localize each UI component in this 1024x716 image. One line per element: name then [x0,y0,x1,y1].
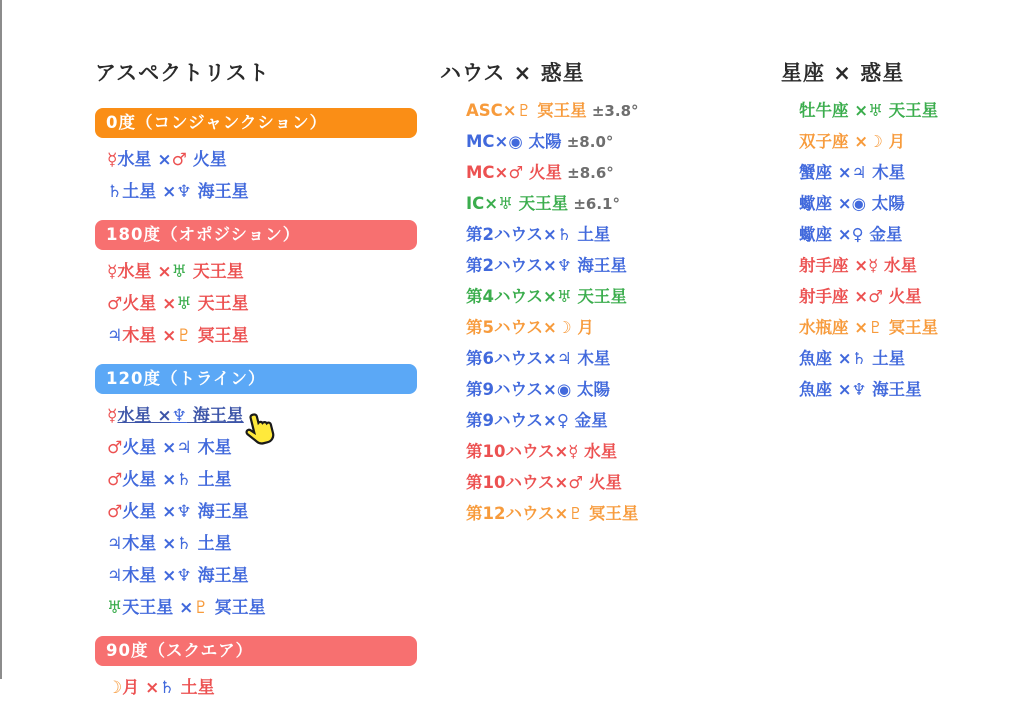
row-text: 木星 [191,438,232,458]
row-text: 魚座 [799,380,832,399]
uranus-icon: ♅ [171,262,187,282]
row-text: 月 [122,678,140,698]
row-text: 太陽 [571,380,610,399]
row-text: 月 [882,132,906,151]
mars-icon: ♂ [568,473,584,492]
row-text: 第10ハウス [466,473,555,492]
pluto-icon: ♇ [176,326,192,346]
row-text: 土星 [191,470,232,490]
house-planet-row[interactable] [440,188,740,219]
row-text: 水星 [578,442,618,461]
row-text: × [156,534,177,554]
house-planet-row[interactable] [440,126,740,157]
row-text: × [543,349,557,368]
orb-value: ±8.0° [561,133,614,151]
row-text: × [156,502,177,522]
jupiter-icon: ♃ [851,163,867,182]
sign-planet-title: 星座 × 惑星 [781,61,905,85]
mars-icon: ♂ [107,470,123,490]
row-text: × [543,380,557,399]
row-text: × [554,504,569,523]
orb-value: ±6.1° [568,195,620,213]
row-text: 冥王星 [583,504,639,523]
row-text: 天王星 [571,287,627,306]
sign-planet-row[interactable] [781,157,1021,188]
row-text: × [554,473,569,492]
row-text: 海王星 [186,406,244,426]
row-text: 蠍座 [799,225,832,244]
aspect-section [95,220,417,352]
row-text: × [502,101,517,120]
aspect-section [95,364,417,624]
row-text: × [832,225,852,244]
saturn-icon: ♄ [556,225,572,244]
row-text: 海王星 [191,566,249,586]
row-text: × [832,163,852,182]
row-text: × [848,256,869,275]
moon-icon: ☽ [556,318,572,337]
row-text: 魚座 [799,349,832,368]
aspect-list-column [95,57,417,716]
aspect-row[interactable] [95,320,417,352]
orb-value: ±3.8° [586,102,639,120]
row-text: 太陽 [865,194,905,213]
neptune-icon: ♆ [176,566,192,586]
mars-icon: ♂ [107,294,123,314]
row-text: 火星 [122,438,157,458]
house-planet-row[interactable] [440,343,740,374]
row-text: × [832,380,852,399]
house-planet-row[interactable] [440,467,740,498]
row-text: × [494,132,509,151]
aspect-section [95,636,417,704]
sign-planet-row[interactable] [781,219,1021,250]
row-text: × [543,411,557,430]
house-planet-title: ハウス × 惑星 [440,61,585,85]
row-text: 牡牛座 [799,101,849,120]
aspect-row[interactable] [95,528,417,560]
row-text: 木星 [122,326,157,346]
window-left-edge [0,0,2,679]
sign-planet-column [781,57,1021,405]
row-text: 第2ハウス [466,225,543,244]
row-text: × [543,225,557,244]
row-text: 双子座 [799,132,849,151]
jupiter-icon: ♃ [556,349,572,368]
row-text: 海王星 [866,380,922,399]
house-planet-rows [440,95,740,529]
sign-planet-rows [781,95,1021,405]
row-text: 第9ハウス [466,380,543,399]
jupiter-icon: ♃ [107,534,123,554]
row-text: 太陽 [522,132,562,151]
pluto-icon: ♇ [868,318,883,337]
row-text: 土星 [122,182,157,202]
row-text: 火星 [122,502,157,522]
aspect-section [95,108,417,208]
row-text: 火星 [523,163,562,182]
row-text: 冥王星 [531,101,587,120]
aspect-row[interactable] [95,256,417,288]
saturn-icon: ♄ [851,349,867,368]
row-text: × [484,194,499,213]
mars-icon: ♂ [107,502,123,522]
row-text: × [151,150,172,170]
row-text: 火星 [882,287,922,306]
row-text: 木星 [122,566,157,586]
venus-icon: ♀ [556,411,569,430]
aspect-section-header: 120度（トライン） [95,364,417,394]
house-planet-row[interactable] [440,436,740,467]
saturn-icon: ♄ [107,182,123,202]
mars-icon: ♂ [868,287,883,306]
row-text: × [543,318,557,337]
row-text: × [156,566,177,586]
house-planet-row[interactable] [440,405,740,436]
pluto-icon: ♇ [568,504,584,523]
row-text: 第5ハウス [466,318,543,337]
row-text: 第9ハウス [466,411,543,430]
row-text: 第12ハウス [466,504,555,523]
row-text: 水星 [117,150,152,170]
row-text: 第2ハウス [466,256,543,275]
row-text: × [156,294,177,314]
aspect-list-title: アスペクトリスト [95,61,270,85]
aspect-row[interactable] [95,288,417,320]
sign-planet-row[interactable] [781,343,1021,374]
aspect-row[interactable] [95,672,417,704]
mercury-icon: ☿ [107,150,118,170]
row-text: ASC [466,101,503,120]
row-text: 水星 [117,406,152,426]
row-text: × [848,101,869,120]
row-text: 金星 [863,225,903,244]
row-text: × [151,262,172,282]
row-text: × [832,194,852,213]
sign-planet-row[interactable] [781,374,1021,405]
house-planet-row[interactable] [440,281,740,312]
row-text: 火星 [122,470,157,490]
mars-icon: ♂ [171,150,187,170]
row-text: × [848,287,869,306]
row-text: × [848,318,869,337]
row-text: 射手座 [799,287,849,306]
row-text: × [156,182,177,202]
sun-icon: ◉ [851,194,866,213]
row-text: 火星 [583,473,622,492]
neptune-icon: ♆ [171,406,187,426]
row-text: 冥王星 [191,326,249,346]
row-text: IC [466,194,485,213]
row-text: 火星 [122,294,157,314]
row-text: 火星 [186,150,227,170]
row-text: 第6ハウス [466,349,543,368]
mars-icon: ♂ [508,163,524,182]
house-planet-row[interactable] [440,312,740,343]
moon-icon: ☽ [107,678,123,698]
row-text: 天王星 [122,598,174,618]
row-text: × [151,406,172,426]
house-planet-row[interactable] [440,157,740,188]
sun-icon: ◉ [556,380,572,399]
row-text: 土星 [866,349,906,368]
row-text: × [156,326,177,346]
row-text: 土星 [191,534,232,554]
row-text: 水瓶座 [799,318,849,337]
row-text: × [156,470,177,490]
uranus-icon: ♅ [176,294,192,314]
aspect-row[interactable] [95,496,417,528]
sign-planet-row[interactable] [781,126,1021,157]
aspect-section-header: 90度（スクエア） [95,636,417,666]
house-planet-row[interactable] [440,498,740,529]
row-text: 木星 [866,163,906,182]
house-planet-column [440,57,740,529]
row-text: 海王星 [191,182,249,202]
aspect-row[interactable] [95,464,417,496]
row-text: 木星 [571,349,611,368]
venus-icon: ♀ [851,225,864,244]
mercury-icon: ☿ [107,406,118,426]
row-text: × [848,132,869,151]
house-planet-row[interactable] [440,95,740,126]
row-text: 月 [571,318,594,337]
house-planet-row[interactable] [440,219,740,250]
row-text: 蠍座 [799,194,832,213]
row-text: 天王星 [191,294,249,314]
aspect-row[interactable] [95,176,417,208]
orb-value: ±8.6° [561,164,614,182]
mars-icon: ♂ [107,438,123,458]
row-text: 海王星 [191,502,249,522]
row-text: 第10ハウス [466,442,555,461]
row-text: 天王星 [882,101,939,120]
house-planet-row[interactable] [440,374,740,405]
row-text: 木星 [122,534,157,554]
row-text: MC [466,132,495,151]
saturn-icon: ♄ [176,470,192,490]
row-text: × [832,349,852,368]
sun-icon: ◉ [508,132,523,151]
row-text: 第4ハウス [466,287,543,306]
jupiter-icon: ♃ [176,438,192,458]
neptune-icon: ♆ [556,256,572,275]
row-text: × [156,438,177,458]
uranus-icon: ♅ [556,287,572,306]
mercury-icon: ☿ [568,442,579,461]
uranus-icon: ♅ [868,101,883,120]
row-text: 海王星 [571,256,627,275]
jupiter-icon: ♃ [107,326,123,346]
row-text: × [139,678,160,698]
mercury-icon: ☿ [107,262,118,282]
row-text: MC [466,163,495,182]
aspect-row[interactable] [95,592,417,624]
pluto-icon: ♇ [193,598,209,618]
sign-planet-row[interactable] [781,95,1021,126]
row-text: × [494,163,509,182]
aspect-section-header: 0度（コンジャンクション） [95,108,417,138]
neptune-icon: ♆ [176,502,192,522]
row-text: 水星 [117,262,152,282]
mercury-icon: ☿ [868,256,879,275]
house-planet-row[interactable] [440,250,740,281]
uranus-icon: ♅ [498,194,513,213]
uranus-icon: ♅ [107,598,123,618]
jupiter-icon: ♃ [107,566,123,586]
sign-planet-row[interactable] [781,250,1021,281]
aspect-row[interactable] [95,560,417,592]
row-text: × [543,287,557,306]
row-text: 天王星 [186,262,244,282]
row-text: 冥王星 [208,598,266,618]
aspect-section-header: 180度（オポジション） [95,220,417,250]
row-text: 冥王星 [882,318,939,337]
row-text: 蟹座 [799,163,832,182]
row-text: 金星 [568,411,608,430]
saturn-icon: ♄ [159,678,175,698]
sign-planet-row[interactable] [781,281,1021,312]
sign-planet-row[interactable] [781,188,1021,219]
row-text: × [554,442,569,461]
row-text: 射手座 [799,256,849,275]
row-text: × [543,256,557,275]
saturn-icon: ♄ [176,534,192,554]
row-text: 天王星 [512,194,569,213]
row-text: × [173,598,194,618]
pluto-icon: ♇ [516,101,532,120]
sign-planet-row[interactable] [781,312,1021,343]
moon-icon: ☽ [868,132,883,151]
row-text: 水星 [878,256,917,275]
neptune-icon: ♆ [176,182,192,202]
aspect-row[interactable] [95,144,417,176]
neptune-icon: ♆ [851,380,867,399]
aspect-sections [95,108,417,704]
row-text: 土星 [174,678,215,698]
row-text: 土星 [571,225,611,244]
